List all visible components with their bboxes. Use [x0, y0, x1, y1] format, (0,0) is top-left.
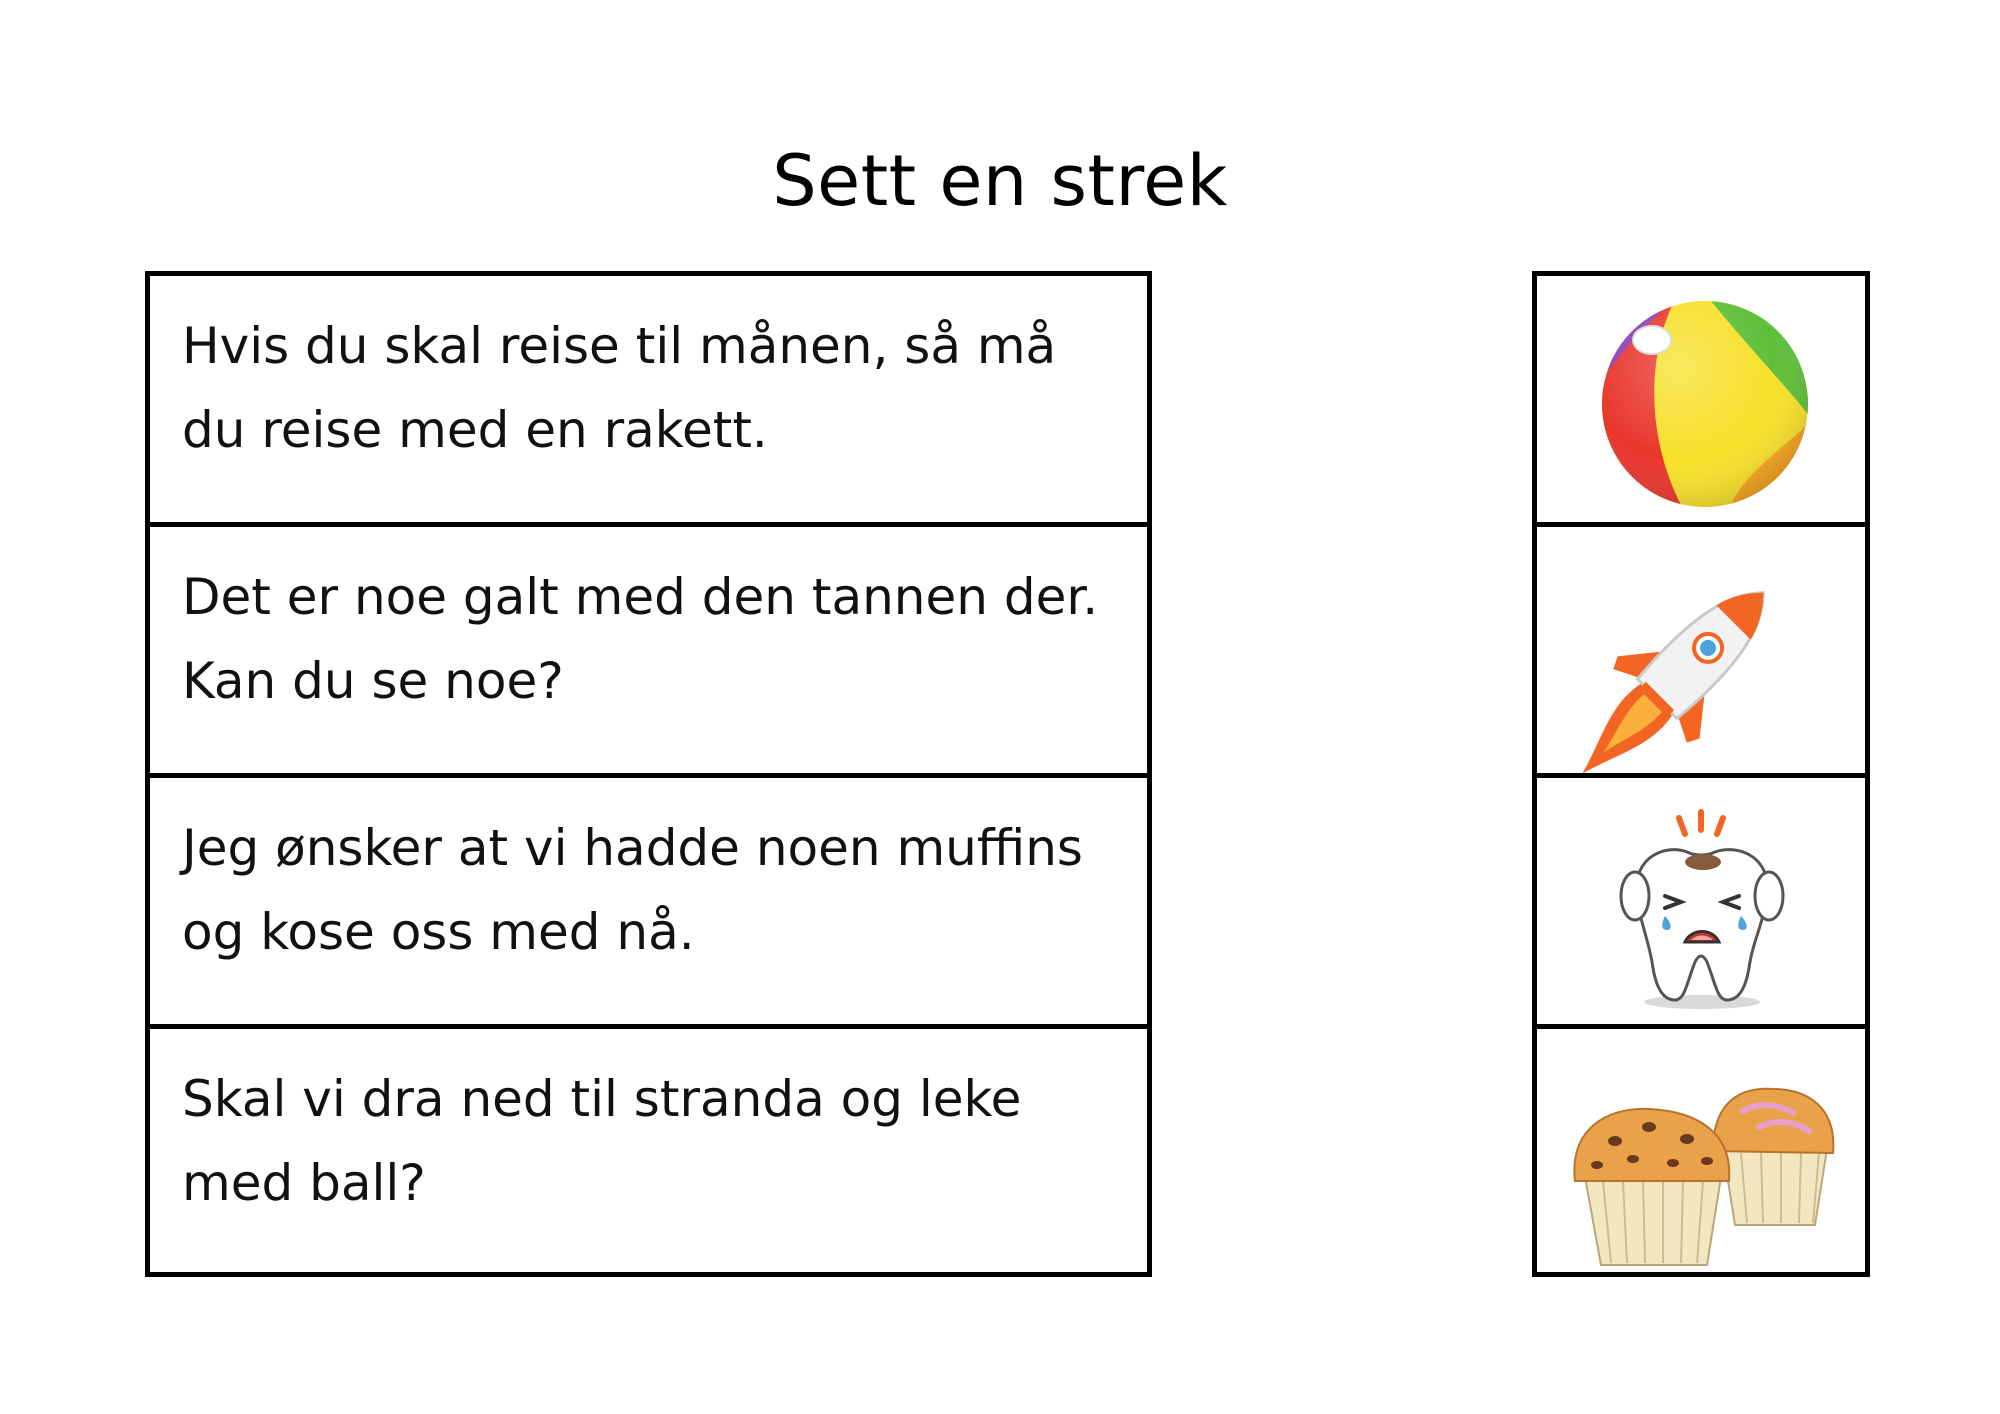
sentence-cell-tooth[interactable]	[150, 522, 1147, 773]
picture-cell-rocket[interactable]	[1537, 522, 1865, 773]
sentence-line: og kose oss med nå.	[182, 903, 695, 961]
picture-cell-ball[interactable]	[1537, 276, 1865, 527]
picture-cell-tooth[interactable]	[1537, 773, 1865, 1024]
sentence-line: med ball?	[182, 1154, 426, 1212]
sentence-line: Jeg ønsker at vi hadde noen muffins	[182, 819, 1083, 877]
sentence-line: Kan du se noe?	[182, 652, 564, 710]
rocket-icon	[1537, 527, 1865, 773]
sentence-cell-muffins[interactable]	[150, 773, 1147, 1024]
sentence-line: Hvis du skal reise til månen, så må	[182, 317, 1057, 375]
picture-table	[1532, 271, 1870, 1277]
sentence-table	[145, 271, 1152, 1277]
worksheet-title: Sett en strek	[772, 140, 1228, 222]
toothache-icon	[1537, 778, 1865, 1024]
sentence-line: Skal vi dra ned til stranda og leke	[182, 1070, 1022, 1128]
sentence-line: Det er noe galt med den tannen der.	[182, 568, 1099, 626]
sentence-line: du reise med en rakett.	[182, 401, 768, 459]
picture-cell-muffins[interactable]	[1537, 1024, 1865, 1272]
sentence-cell-moon[interactable]	[150, 276, 1147, 527]
beach-ball-icon	[1537, 276, 1865, 522]
sentence-cell-beach[interactable]	[150, 1024, 1147, 1272]
muffins-icon	[1537, 1029, 1865, 1275]
